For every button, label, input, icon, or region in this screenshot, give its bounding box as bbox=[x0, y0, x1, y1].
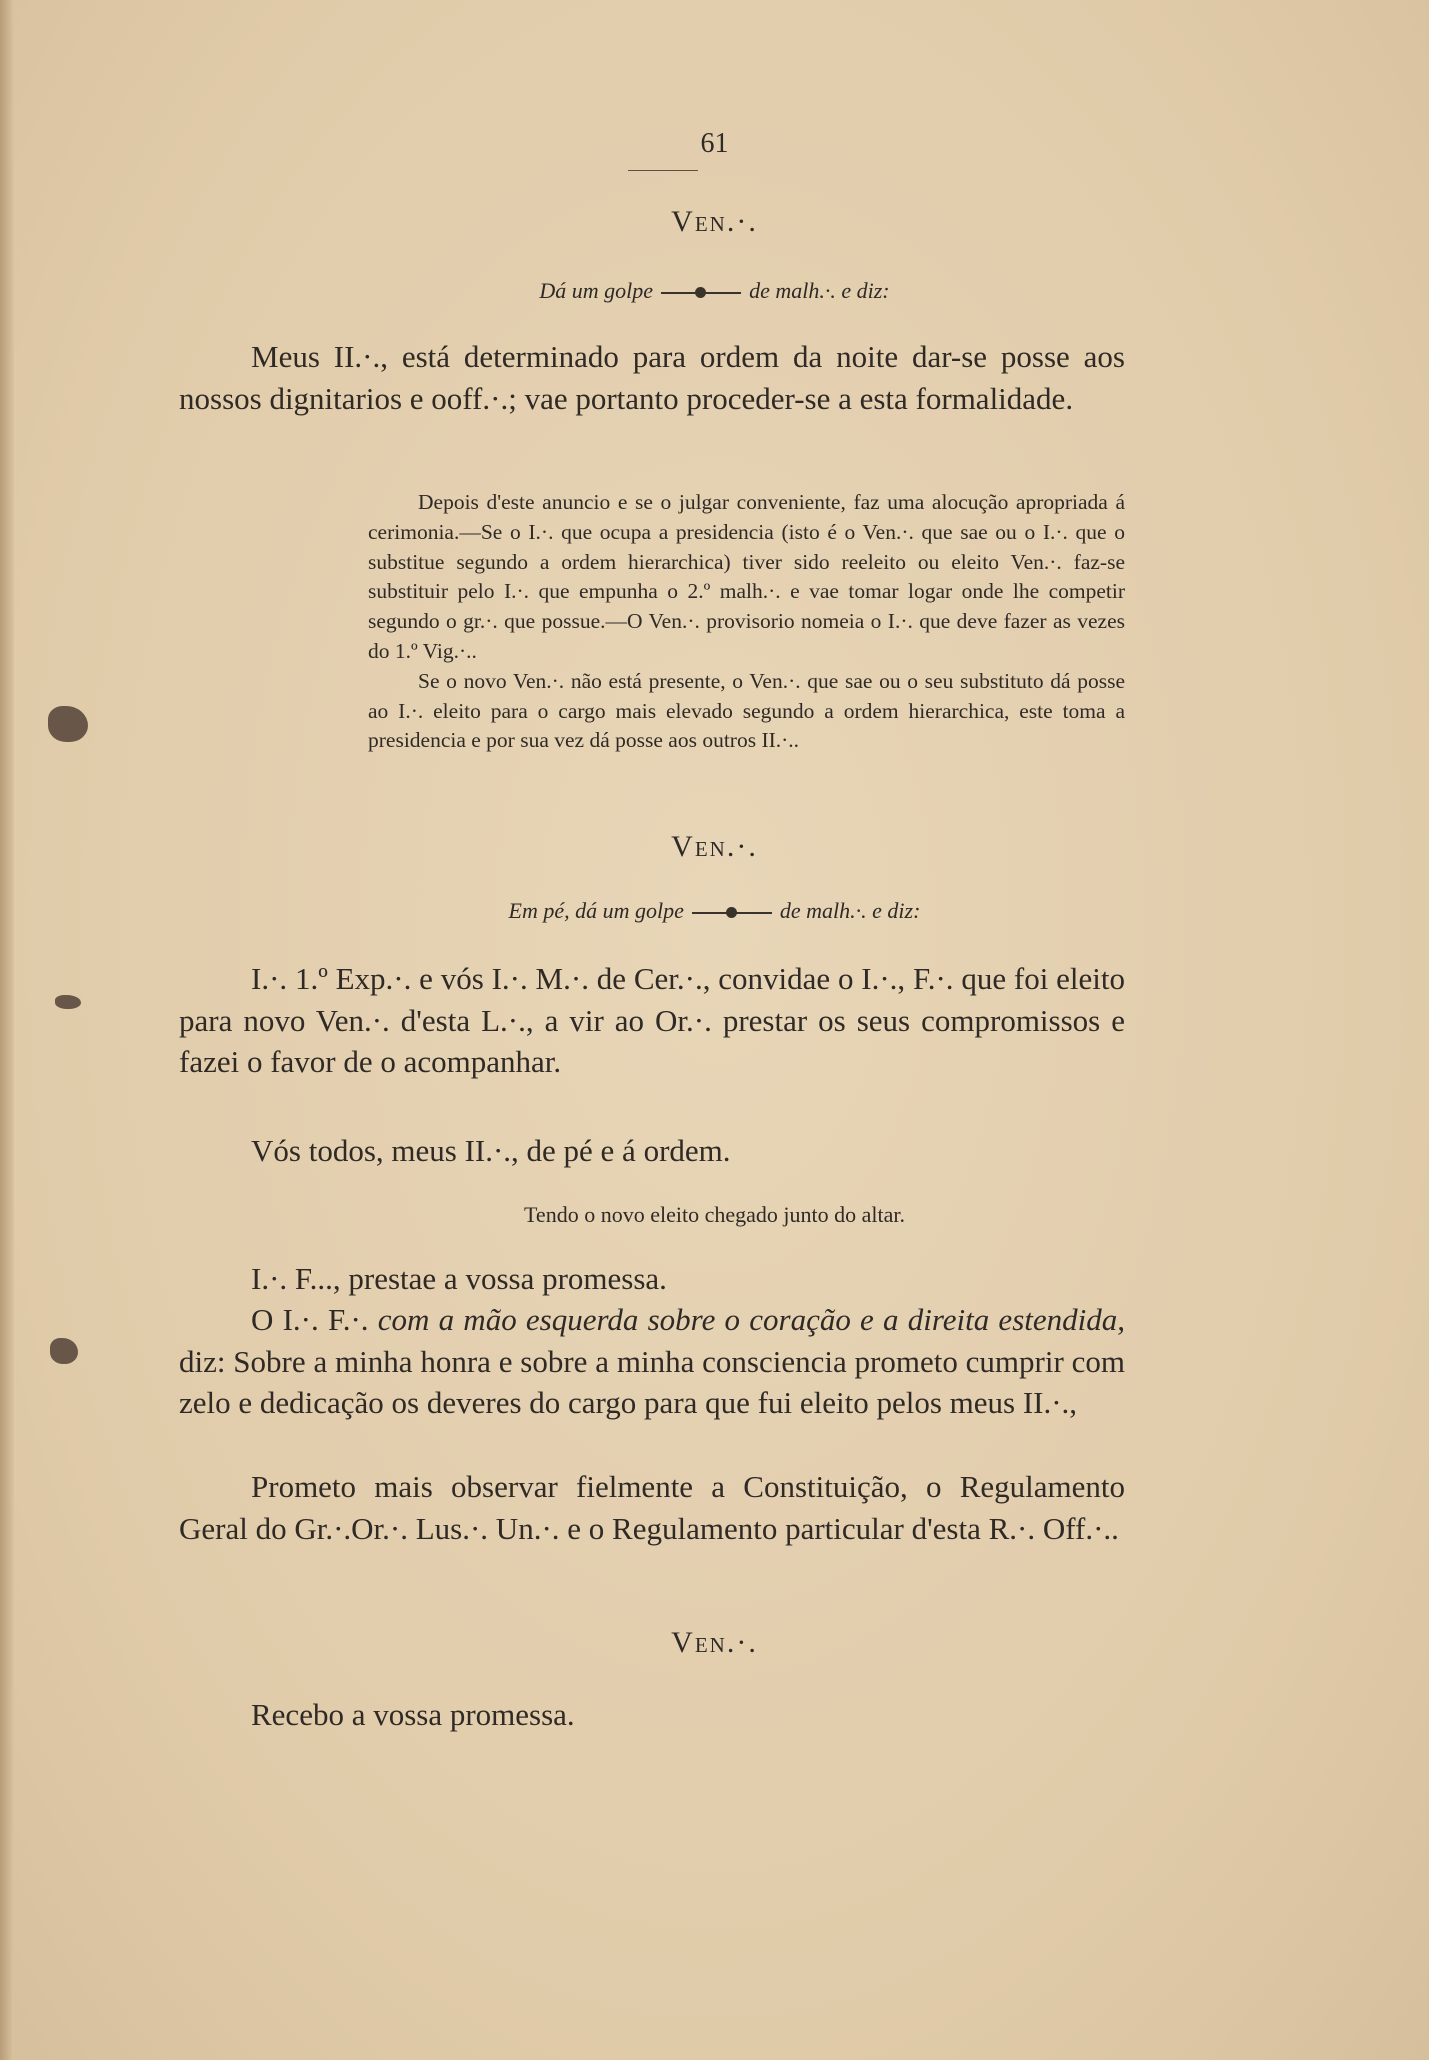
ink-stain bbox=[50, 1338, 78, 1364]
italic-text: com a mão esquerda sobre o coração e a direita estendida, bbox=[377, 1302, 1125, 1337]
stage-direction bbox=[0, 898, 1429, 924]
gavel-rule-icon bbox=[692, 912, 772, 914]
paragraph: Prometo mais observar fielmente a Constituição, o Regulamento Geral do Gr.·.Or.·. Lus.·. Un.·. e o Regulamento particular d'esta R.·. Off.·.. bbox=[179, 1469, 1125, 1546]
direction-text: Dá um golpe bbox=[539, 278, 654, 303]
paragraph: Vós todos, meus II.·., de pé e á ordem. bbox=[251, 1133, 731, 1168]
text: diz: Sobre a minha honra e sobre a minha consciencia prometo cumprir com zelo e dedicação os deveres do cargo para que fui eleito pelos meus II.·., bbox=[179, 1343, 1125, 1420]
text: O I.·. F.·. bbox=[251, 1302, 369, 1337]
speaker-heading: Ven.·. bbox=[671, 830, 758, 863]
stage-direction bbox=[0, 278, 1429, 304]
note-paragraph: Se o novo Ven.·. não está presente, o Ven.·. que sae ou o seu substituto dá posse ao I.·. eleito para o cargo mais elevado segundo a ordem hierarchica, este toma a presidencia e por sua vez dá posse aos outros II.·.. bbox=[368, 668, 1125, 753]
ink-stain bbox=[55, 995, 81, 1009]
rubric-note bbox=[368, 488, 1125, 756]
direction-text: de malh.·. e diz: bbox=[749, 278, 890, 303]
page-number-rule bbox=[628, 170, 698, 171]
direction-text: Em pé, dá um golpe bbox=[508, 898, 684, 923]
speaker-heading: Ven.·. bbox=[671, 1626, 758, 1659]
page-binding-edge bbox=[0, 0, 14, 2060]
rubric-note: Tendo o novo eleito chegado junto do altar. bbox=[524, 1202, 905, 1227]
paragraph: Recebo a vossa promessa. bbox=[251, 1697, 575, 1732]
paragraph bbox=[179, 1299, 1125, 1424]
note-paragraph: Depois d'este anuncio e se o julgar conveniente, faz uma alocução apropriada á cerimonia.—Se o I.·. que ocupa a presidencia (isto é o Ven.·. que sae ou o I.·. que o substitue segundo a ordem hierarchica) tiver sido reeleito ou eleito Ven.·. faz-se substituir pelo I.·. que empunha o 2.º malh.·. e vae tomar logar onde lhe competir segundo o gr.·. que possue.—O Ven.·. provisorio nomeia o I.·. que deve fazer as vezes do 1.º Vig.·.. bbox=[368, 490, 1125, 663]
ink-stain bbox=[48, 706, 88, 742]
page-number: 61 bbox=[700, 128, 729, 159]
gavel-rule-icon bbox=[661, 292, 741, 294]
paragraph: I.·. F..., prestae a vossa promessa. bbox=[251, 1261, 667, 1296]
direction-text: de malh.·. e diz: bbox=[779, 898, 921, 923]
paragraph: I.·. 1.º Exp.·. e vós I.·. M.·. de Cer.·., convidae o I.·., F.·. que foi eleito para novo Ven.·. d'esta L.·., a vir ao Or.·. prestar os seus compromissos e fazei o favor de o acompanhar. bbox=[179, 961, 1125, 1079]
speaker-heading: Ven.·. bbox=[671, 205, 758, 238]
paragraph: Meus II.·., está determinado para ordem da noite dar-se posse aos nossos dignitarios e ooff.·.; vae portanto proceder-se a esta formalidade. bbox=[179, 339, 1125, 416]
